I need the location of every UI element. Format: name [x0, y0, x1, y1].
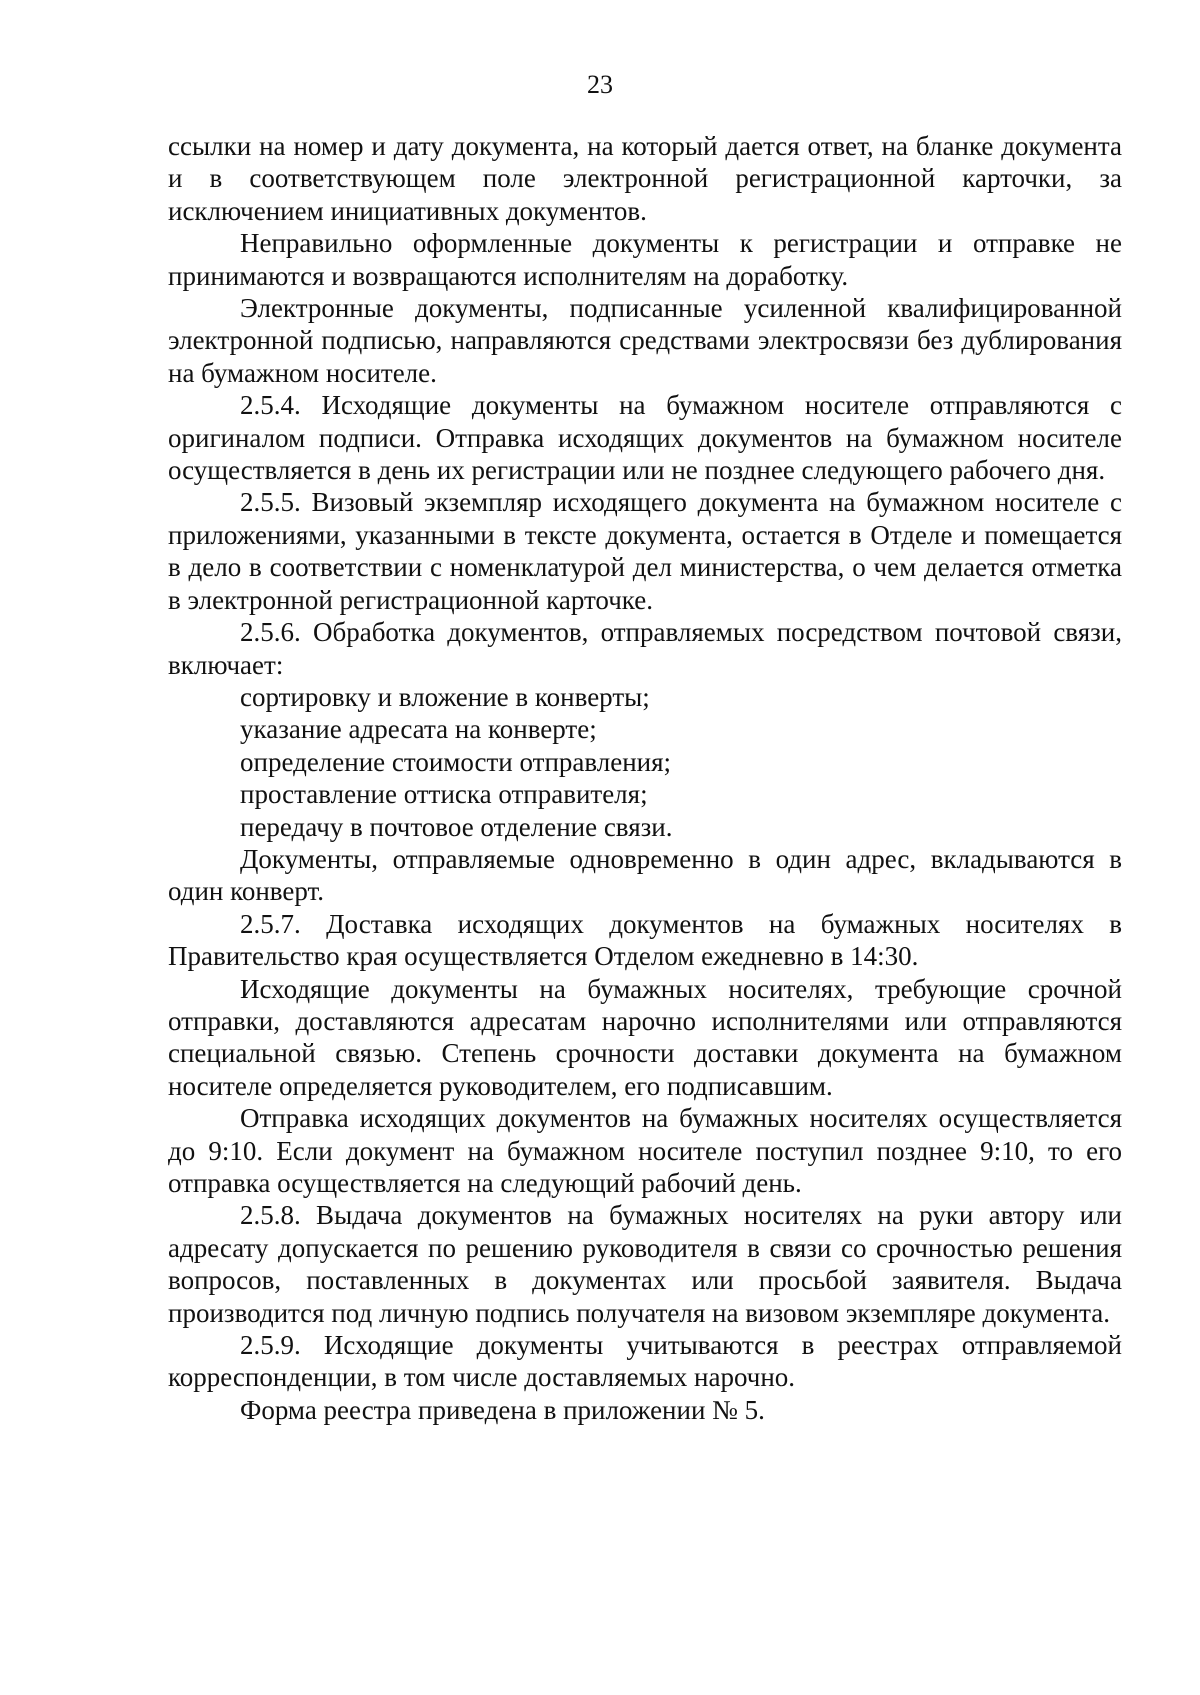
- list-item: сортировку и вложение в конверты;: [240, 681, 650, 712]
- paragraph-2-5-6: 2.5.6. Обработка документов, отправляемых посредством почтовой связи, включает:: [168, 617, 1122, 680]
- page-number: 23: [587, 70, 613, 99]
- paragraph: Неправильно оформленные документы к регистрации и отправке не принимаются и возвращаются исполнителям на доработку.: [168, 228, 1122, 291]
- list-item: проставление оттиска отправителя;: [240, 779, 648, 810]
- paragraph-2-5-7: 2.5.7. Доставка исходящих документов на бумажных носителях в Правительство края осуществляется Отделом ежедневно в 14:30.: [168, 908, 1122, 972]
- list-item: передачу в почтовое отделение связи.: [240, 811, 673, 842]
- paragraph: Документы, отправляемые одновременно в один адрес, вкладываются в один конверт.: [168, 843, 1122, 907]
- paragraph-2-5-5: 2.5.5. Визовый экземпляр исходящего документа на бумажном носителе с приложениями, указанными в тексте документа, остается в Отделе и помещается в дело в соответствии с номенклатурой дел министерства, о чем делается отметка в электронной регистрационной карточке.: [168, 487, 1122, 615]
- list-item: определение стоимости отправления;: [240, 746, 672, 777]
- paragraph: Электронные документы, подписанные усиленной квалифицированной электронной подписью, направляются средствами электросвязи без дублирования на бумажном носителе.: [168, 293, 1122, 388]
- paragraph-2-5-8: 2.5.8. Выдача документов на бумажных носителях на руки автору или адресату допускается по решению руководителя в связи со срочностью решения вопросов, поставленных в документах или просьбой заявителя. Выдача производится под личную подпись получателя на визовом экземпляре документа.: [168, 1200, 1122, 1328]
- document-body: [168, 130, 1122, 1426]
- paragraph-continuation: ссылки на номер и дату документа, на который дается ответ, на бланке документа и в соответствующем поле электронной регистрационной карточки, за исключением инициативных документов.: [168, 131, 1122, 226]
- list-item: указание адресата на конверте;: [240, 714, 597, 745]
- paragraph: Исходящие документы на бумажных носителях, требующие срочной отправки, доставляются адресатам нарочно исполнителями или отправляются специальной связью. Степень срочности доставки документа на бумажном носителе определяется руководителем, его подписавшим.: [168, 973, 1122, 1101]
- paragraph: Отправка исходящих документов на бумажных носителях осуществляется до 9:10. Если документ на бумажном носителе поступил позднее 9:10, то его отправка осуществляется на следующий рабочий день.: [168, 1103, 1122, 1198]
- paragraph-2-5-4: 2.5.4. Исходящие документы на бумажном носителе отправляются с оригиналом подписи. Отправка исходящих документов на бумажном носителе осуществляется в день их регистрации или не позднее следующего рабочего дня.: [168, 390, 1122, 486]
- paragraph: Форма реестра приведена в приложении № 5.: [240, 1394, 765, 1425]
- paragraph-2-5-9: 2.5.9. Исходящие документы учитываются в реестрах отправляемой корреспонденции, в том числе доставляемых нарочно.: [168, 1330, 1122, 1393]
